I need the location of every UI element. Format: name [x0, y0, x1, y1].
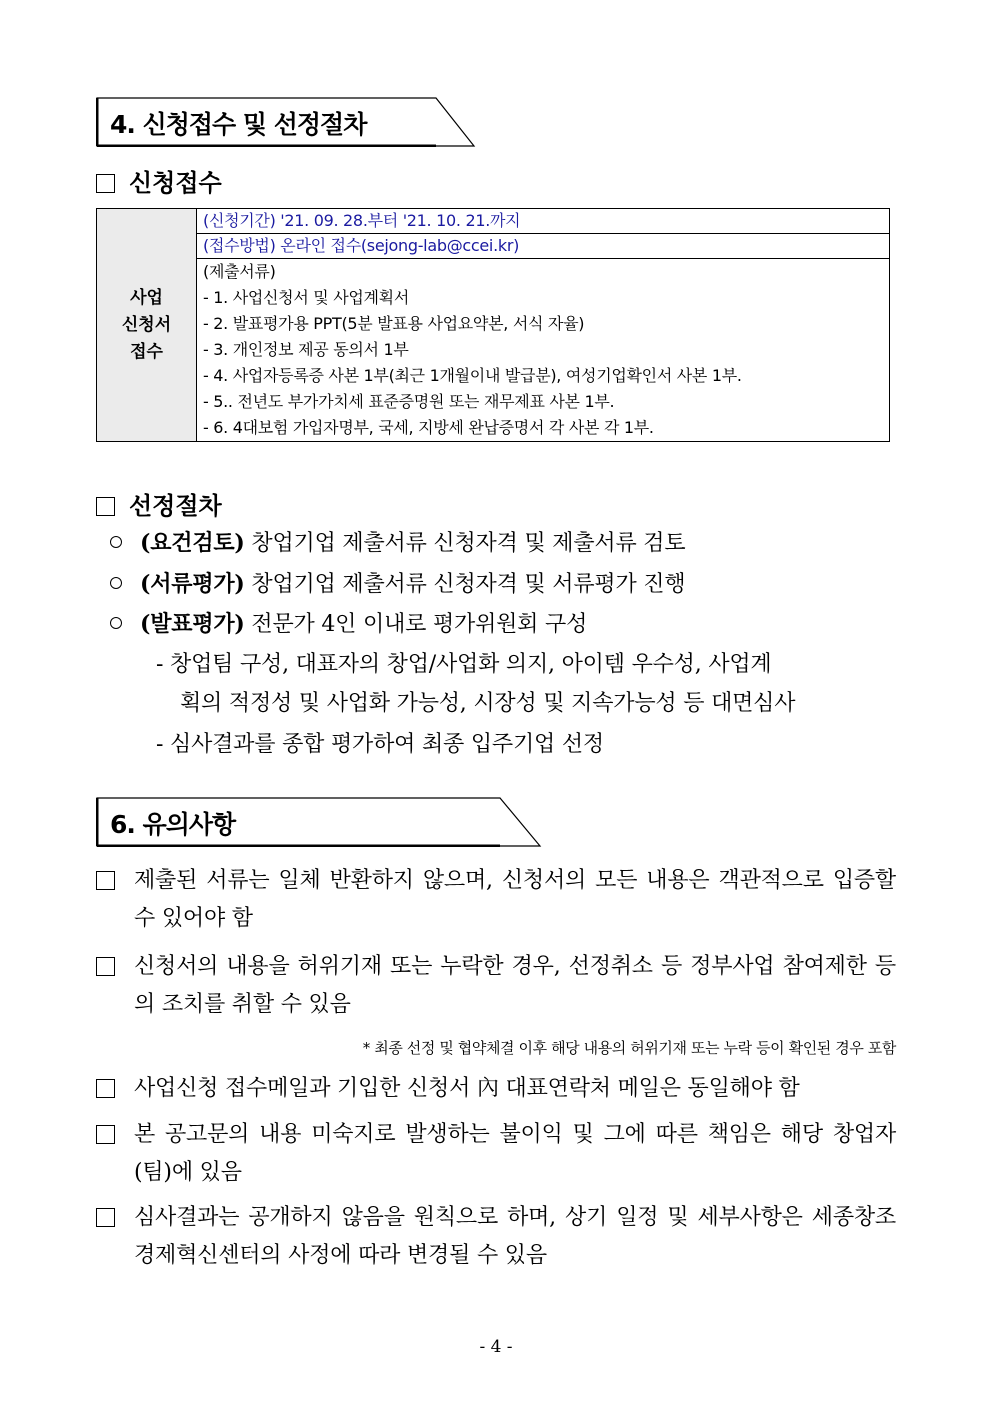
selection-item-label: (서류평가) [140, 571, 245, 597]
application-period: (신청기간) '21. 09. 28.부터 '21. 10. 21.까지 [197, 209, 890, 234]
selection-heading [96, 486, 222, 521]
document-line: - 3. 개인정보 제공 동의서 1부 [203, 340, 409, 359]
checkbox-square-icon [96, 871, 115, 890]
document-line: - 4. 사업자등록증 사본 1부(최근 1개월이내 발급분), 여성기업확인서 사본 1부. [203, 366, 742, 385]
checkbox-square-icon [96, 1208, 115, 1227]
checkbox-square-icon [96, 497, 115, 516]
selection-detail-line: - 창업팀 구성, 대표자의 창업/사업화 의지, 아이템 우수성, 사업계 [156, 652, 772, 677]
selection-item-text: 창업기업 제출서류 신청자격 및 제출서류 검토 [244, 531, 686, 556]
document-line: - 5.. 전년도 부가가치세 표준증명원 또는 재무제표 사본 1부. [203, 392, 615, 411]
page-number: - 4 - [479, 1337, 513, 1357]
checkbox-square-icon [96, 957, 115, 976]
checkbox-square-icon [96, 174, 115, 193]
application-method: (접수방법) 온라인 접수(sejong-lab@ccei.kr) [197, 234, 890, 259]
section-6-title: 6. 유의사항 [110, 810, 236, 839]
application-documents-cell [197, 259, 890, 442]
section-4-title-box [96, 97, 476, 147]
selection-item [110, 567, 685, 598]
checkbox-square-icon [96, 1079, 115, 1098]
application-label-cell [97, 209, 197, 442]
notice-item [96, 1199, 896, 1275]
selection-item-text: 창업기업 제출서류 신청자격 및 서류평가 진행 [244, 572, 686, 597]
circle-bullet-icon [110, 577, 122, 589]
section-4-title: 4. 신청접수 및 선정절차 [110, 110, 367, 139]
notice-item-text: 사업신청 접수메일과 기입한 신청서 內 대표연락처 메일은 동일해야 함 [134, 1076, 800, 1101]
application-label-line: 신청서 [121, 314, 172, 335]
notice-item [96, 1116, 896, 1192]
section-6-title-box [96, 797, 542, 847]
selection-item [110, 526, 685, 557]
circle-bullet-icon [110, 536, 122, 548]
document-line: (제출서류) [203, 262, 276, 281]
notice-item-text: 심사결과는 공개하지 않음을 원칙으로 하며, 상기 일정 및 세부사항은 세종창조경제혁신센터의 사정에 따라 변경될 수 있음 [134, 1205, 896, 1268]
application-label-line: 사업 [130, 287, 163, 308]
selection-detail-line: - 심사결과를 종합 평가하여 최종 입주기업 선정 [156, 732, 604, 757]
notice-item-text: 신청서의 내용을 허위기재 또는 누락한 경우, 선정취소 등 정부사업 참여제한 등의 조치를 취할 수 있음 [134, 954, 896, 1017]
document-line: - 6. 4대보험 가입자명부, 국세, 지방세 완납증명서 각 사본 각 1부. [203, 418, 654, 437]
application-heading-text: 신청접수 [129, 168, 222, 197]
document-line: - 2. 발표평가용 PPT(5분 발표용 사업요약본, 서식 자율) [203, 314, 585, 333]
application-heading [96, 163, 222, 198]
notice-item [96, 1070, 896, 1108]
selection-item-label: (발표평가) [140, 611, 245, 637]
document-line: - 1. 사업신청서 및 사업계획서 [203, 288, 409, 307]
selection-item-text: 전문가 4인 이내로 평가위원회 구성 [244, 612, 588, 637]
selection-detail-line: 획의 적정성 및 사업화 가능성, 시장성 및 지속가능성 등 대면심사 [180, 691, 796, 716]
application-label-line: 접수 [130, 341, 163, 362]
notice-item-text: 본 공고문의 내용 미숙지로 발생하는 불이익 및 그에 따른 책임은 해당 창업자(팀)에 있음 [134, 1122, 896, 1185]
circle-bullet-icon [110, 617, 122, 629]
checkbox-square-icon [96, 1125, 115, 1144]
selection-item [110, 607, 587, 638]
application-table [96, 208, 890, 442]
notice-item-text: 제출된 서류는 일체 반환하지 않으며, 신청서의 모든 내용은 객관적으로 입증할 수 있어야 함 [134, 868, 896, 931]
notice-item [96, 862, 896, 938]
selection-item-label: (요건검토) [140, 530, 245, 556]
notice-note: * 최종 선정 및 협약체결 이후 해당 내용의 허위기재 또는 누락 등이 확인된 경우 포함 [362, 1039, 896, 1057]
notice-item [96, 948, 896, 1024]
selection-heading-text: 선정절차 [129, 491, 222, 520]
